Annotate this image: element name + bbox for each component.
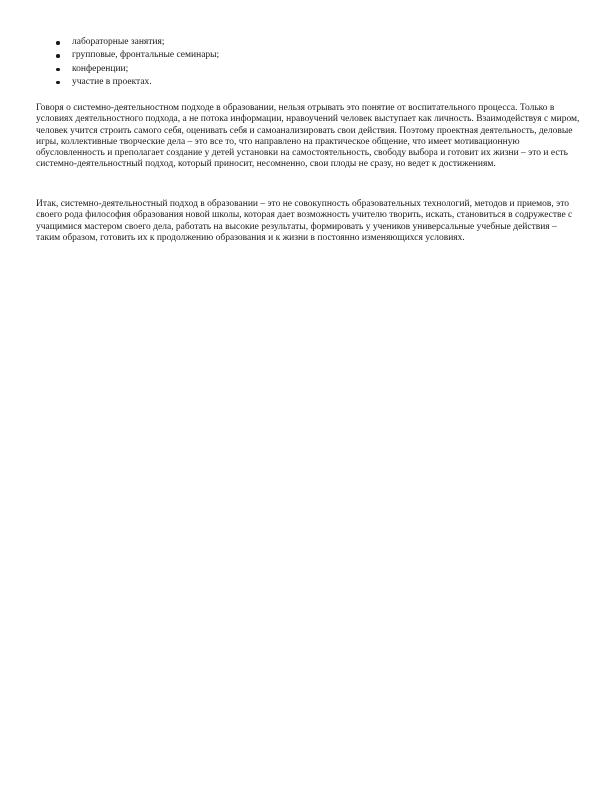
list-item-text: групповые, фронтальные семинары;: [72, 50, 220, 61]
body-paragraph: Итак, системно-деятельностный подход в образовании – это не совокупность образовательных технологий, методов и приемов, это своего рода философия образования новой школы, которая дает возможность учителю творить, искать, становиться в содружестве с учащимися мастером своего дела, работать на высокие результаты, формировать у учеников универсальные учебные действия – таким образом, готовить их к продолжению образования и к жизни в постоянно изменяющихся условиях.: [36, 199, 573, 243]
list-item-text: лабораторные занятия;: [72, 37, 165, 47]
list-item-text: участие в проектах.: [72, 76, 152, 87]
bullet-icon: [56, 41, 60, 45]
list-item-text: конференции;: [72, 63, 129, 74]
list-item: [52, 36, 219, 49]
bullet-icon: [56, 81, 60, 85]
list-item: [52, 49, 219, 62]
list-item: [52, 76, 219, 89]
bullet-list: [52, 36, 219, 89]
list-item: [52, 63, 219, 76]
body-paragraph: Говоря о системно-деятельностном подходе в образовании, нельзя отрывать это понятие от воспитательного процесса. Только в условиях деятельностного подхода, а не потока информации, нравоучений человек выступает как личность. Взаимодействуя с миром, человек учится строить самого себя, оценивать себя и самоанализировать свои действия. Поэтому проектная деятельность, деловые игры, коллективные творческие дела – это все то, что направлено на практическое общение, что имеет мотивационную обусловленность и преполагает создание у детей установки на самостоятельность, свободу выбора и готовит их жизни – это и есть системно-деятельностный подход, который приносит, несомненно, свои плоды не сразу, но ведет к достижениям.: [36, 103, 580, 170]
bullet-icon: [56, 68, 60, 72]
bullet-icon: [56, 54, 60, 58]
